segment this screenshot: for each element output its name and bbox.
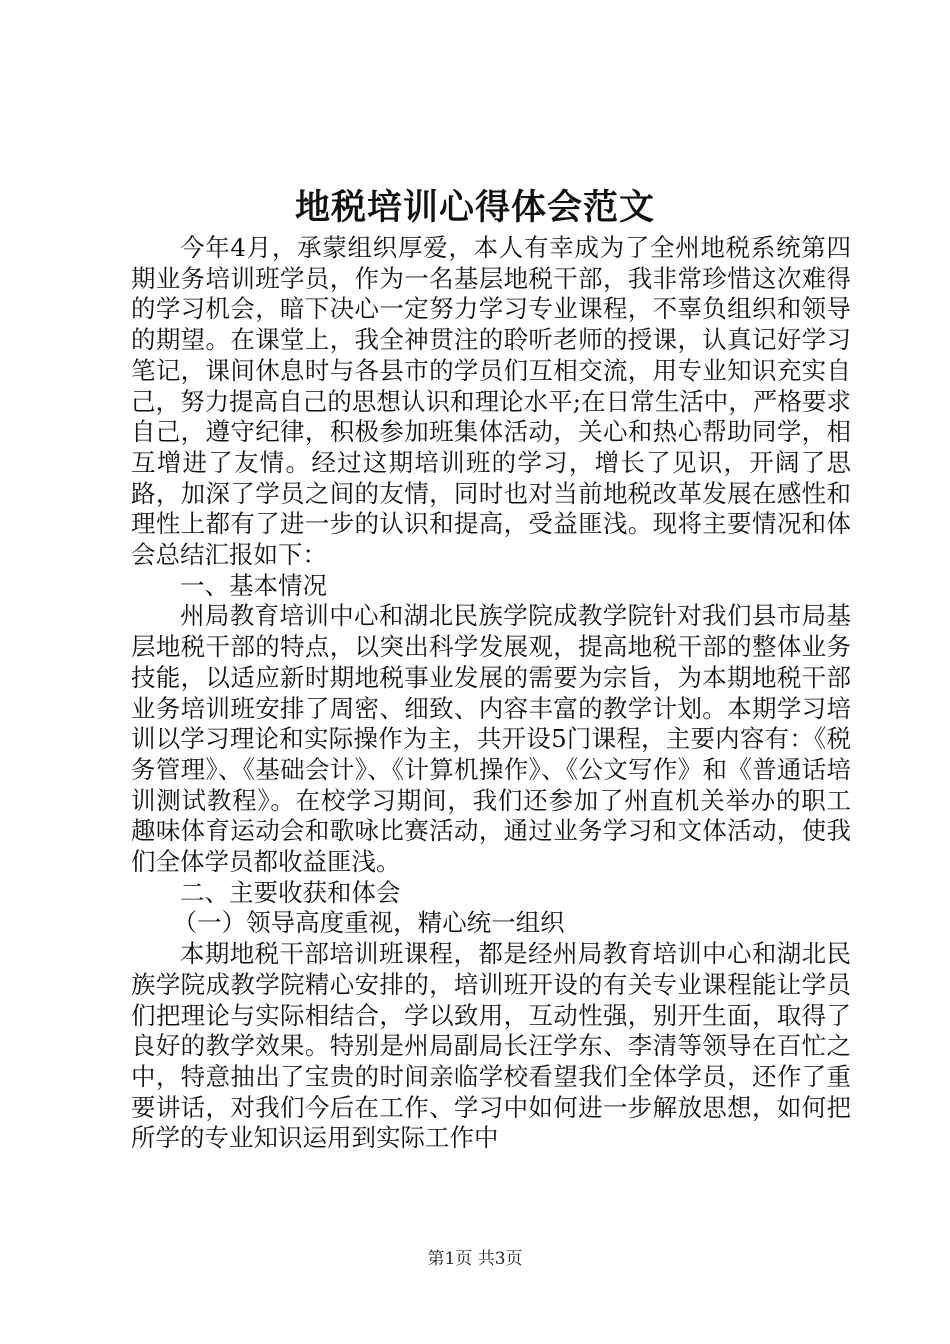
document-body — [131, 233, 851, 1154]
section-heading-basic-situation: 一、基本情况 — [180, 570, 327, 600]
document-title: 地税培训心得体会范文 — [294, 187, 655, 228]
section-heading-gains: 二、主要收获和体会 — [180, 877, 401, 907]
page-number-footer: 第1页 共3页 — [427, 1249, 523, 1269]
basic-situation-paragraph: 州局教育培训中心和湖北民族学院成教学院针对我们县市局基层地税干部的特点，以突出科学发展观，提高地税干部的整体业务技能，以适应新时期地税事业发展的需要为宗旨，为本期地税干部业务培训班安排了周密、细致、内容丰富的教学计划。本期学习培训以学习理论和实际操作为主，共开设5门课程，主要内容有：《税务管理》、《基础会计》、《计算机操作》、《公文写作》和《普通话培训测试教程》。在校学习期间，我们还参加了州直机关举办的职工趣味体育运动会和歌咏比赛活动，通过业务学习和文体活动，使我们全体学员都收益匪浅。 — [131, 601, 851, 877]
leadership-paragraph: 本期地税干部培训班课程，都是经州局教育培训中心和湖北民族学院成教学院精心安排的，培训班开设的有关专业课程能让学员们把理论与实际相结合，学以致用，互动性强，别开生面，取得了良好的教学效果。特别是州局副局长汪学东、李清等领导在百忙之中，特意抽出了宝贵的时间亲临学校看望我们全体学员，还作了重要讲话，对我们今后在工作、学习中如何进一步解放思想，如何把所学的专业知识运用到实际工作中 — [131, 939, 851, 1153]
subsection-heading-leadership: （一）领导高度重视，精心统一组织 — [172, 908, 565, 938]
intro-paragraph: 今年4月，承蒙组织厚爱，本人有幸成为了全州地税系统第四期业务培训班学员，作为一名基层地税干部，我非常珍惜这次难得的学习机会，暗下决心一定努力学习专业课程，不辜负组织和领导的期望。在课堂上，我全神贯注的聆听老师的授课，认真记好学习笔记，课间休息时与各县市的学员们互相交流，用专业知识充实自己，努力提高自己的思想认识和理论水平;在日常生活中，严格要求自己，遵守纪律，积极参加班集体活动，关心和热心帮助同学，相互增进了友情。经过这期培训班的学习，增长了见识，开阔了思路，加深了学员之间的友情，同时也对当前地税改革发展在感性和理性上都有了进一步的认识和提高，受益匪浅。现将主要情况和体会总结汇报如下： — [131, 233, 851, 570]
